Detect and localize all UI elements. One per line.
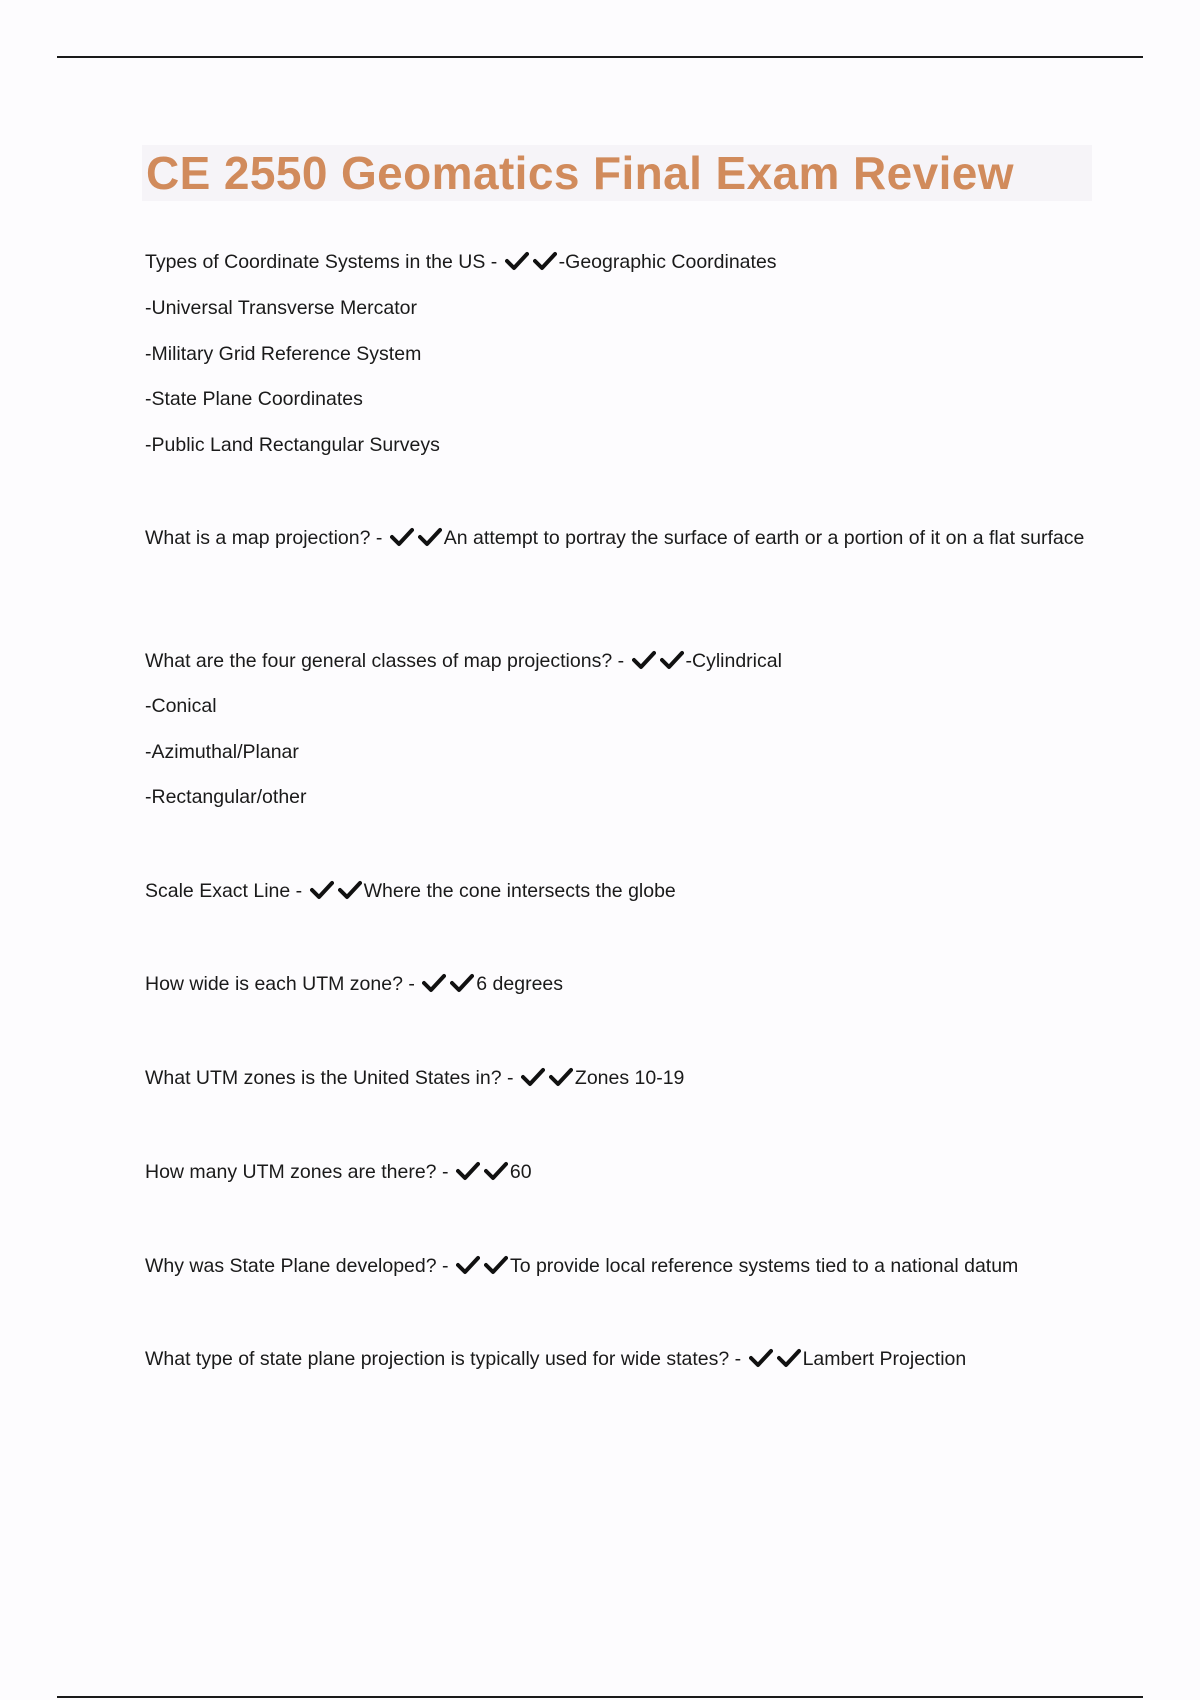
- check-icon: [450, 972, 474, 1002]
- card-1-extra-4: -Public Land Rectangular Surveys: [145, 434, 440, 456]
- card-6-answer: Zones 10-19: [574, 1067, 685, 1089]
- card-9-answer: Lambert Projection: [802, 1348, 967, 1370]
- card-7-answer: 60: [509, 1161, 532, 1183]
- card-1-question-line: [145, 247, 777, 280]
- check-icon: [549, 1066, 573, 1096]
- card-3-answer: -Cylindrical: [685, 650, 782, 672]
- card-5-question-line: [145, 969, 563, 1002]
- card-7-question-line: [145, 1157, 532, 1190]
- card-2-question-line: [145, 523, 1090, 556]
- card-1-extra-3: -State Plane Coordinates: [145, 388, 363, 410]
- card-2-answer: An attempt to portray the surface of earth or a portion of it on a flat surface: [443, 527, 1085, 549]
- check-icon: [505, 250, 529, 280]
- card-1-answer: -Geographic Coordinates: [558, 251, 777, 273]
- card-8-answer: To provide local reference systems tied to a national datum: [509, 1255, 1019, 1277]
- card-9-question-line: [145, 1344, 966, 1377]
- card-6-question: What UTM zones is the United States in? -: [145, 1067, 514, 1089]
- card-4-answer: Where the cone intersects the globe: [363, 880, 676, 902]
- card-3-extra-2: -Azimuthal/Planar: [145, 741, 299, 763]
- check-icon: [310, 879, 334, 909]
- card-3-question-line: [145, 646, 782, 679]
- top-rule: [57, 56, 1143, 58]
- card-3-extra-1: -Conical: [145, 695, 217, 717]
- check-icon: [749, 1347, 773, 1377]
- check-icon: [533, 250, 557, 280]
- card-4-question: Scale Exact Line -: [145, 880, 303, 902]
- card-5-question: How wide is each UTM zone? -: [145, 973, 415, 995]
- check-icon: [521, 1066, 545, 1096]
- card-1-extra-1: -Universal Transverse Mercator: [145, 297, 417, 319]
- check-icon: [456, 1160, 480, 1190]
- card-3-extra-3: -Rectangular/other: [145, 786, 307, 808]
- check-icon: [484, 1160, 508, 1190]
- check-icon: [422, 972, 446, 1002]
- check-icon: [777, 1347, 801, 1377]
- page-title: CE 2550 Geomatics Final Exam Review: [146, 147, 1014, 199]
- check-icon: [338, 879, 362, 909]
- card-1-extra-2: -Military Grid Reference System: [145, 343, 422, 365]
- card-2-question: What is a map projection? -: [145, 527, 383, 549]
- card-3-question: What are the four general classes of map projections? -: [145, 650, 625, 672]
- card-1-question: Types of Coordinate Systems in the US -: [145, 251, 498, 273]
- card-5-answer: 6 degrees: [476, 973, 564, 995]
- check-icon: [660, 649, 684, 679]
- check-icon: [456, 1254, 480, 1284]
- check-icon: [390, 526, 414, 556]
- card-7-question: How many UTM zones are there? -: [145, 1161, 449, 1183]
- check-icon: [632, 649, 656, 679]
- card-8-question: Why was State Plane developed? -: [145, 1255, 449, 1277]
- card-4-question-line: [145, 876, 676, 909]
- card-9-question: What type of state plane projection is typically used for wide states? -: [145, 1348, 742, 1370]
- card-8-question-line: [145, 1251, 1018, 1284]
- bottom-rule: [57, 1696, 1143, 1698]
- card-6-question-line: [145, 1063, 684, 1096]
- check-icon: [418, 526, 442, 556]
- check-icon: [484, 1254, 508, 1284]
